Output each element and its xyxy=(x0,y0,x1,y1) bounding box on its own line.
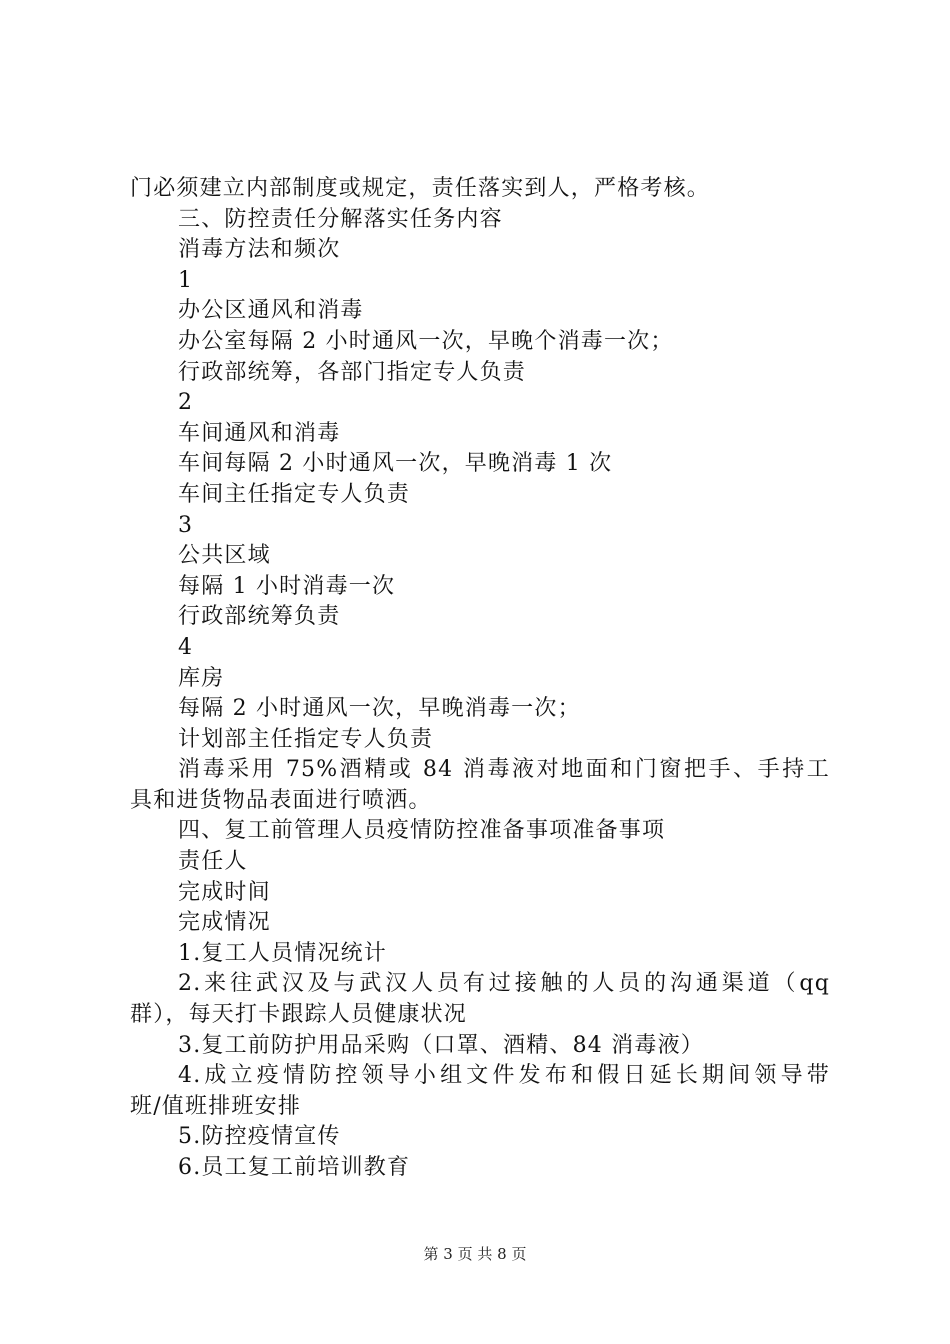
list-item: 4.成立疫情防控领导小组文件发布和假日延长期间领导带 xyxy=(178,1063,830,1089)
section-heading-3: 三、防控责任分解落实任务内容 xyxy=(178,206,503,232)
document-body xyxy=(130,174,830,1184)
list-item-continuation: 群），每天打卡跟踪人员健康状况 xyxy=(130,1002,468,1028)
table-cell-number: 1 xyxy=(178,267,194,293)
table-cell-item: 车间通风和消毒 xyxy=(178,420,341,446)
table-cell-method: 办公室每隔 2 小时通风一次，早晚个消毒一次； xyxy=(178,328,674,354)
table-cell-method: 每隔 1 小时消毒一次 xyxy=(178,573,396,599)
table-cell-responsible: 行政部统筹负责 xyxy=(178,604,341,630)
table-cell-method: 每隔 2 小时通风一次，早晚消毒一次； xyxy=(178,696,581,722)
paragraph-line: 门必须建立内部制度或规定，责任落实到人，严格考核。 xyxy=(130,176,711,201)
table-cell-item: 公共区域 xyxy=(178,543,271,569)
list-item: 2.来往武汉及与武汉人员有过接触的人员的沟通渠道（qq xyxy=(178,971,830,997)
list-item: 3.复工前防护用品采购（口罩、酒精、84 消毒液） xyxy=(178,1032,704,1058)
table-cell-responsible: 计划部主任指定专人负责 xyxy=(178,726,434,752)
table-header-cell: 完成时间 xyxy=(178,879,271,905)
table-cell-item: 库房 xyxy=(178,665,225,691)
table-cell-responsible: 车间主任指定专人负责 xyxy=(178,481,411,507)
table-cell-number: 3 xyxy=(178,512,194,538)
list-item: 1.复工人员情况统计 xyxy=(178,940,387,966)
page-number-label: 第 3 页 共 8 页 xyxy=(423,1245,527,1263)
list-item-continuation: 班/值班排班安排 xyxy=(130,1093,302,1119)
table-header-cell: 责任人 xyxy=(178,849,248,875)
table-cell-number: 2 xyxy=(178,390,194,416)
paragraph-line: 消毒采用 75%酒精或 84 消毒液对地面和门窗把手、手持工 xyxy=(178,757,830,783)
section-heading-4: 四、复工前管理人员疫情防控准备事项准备事项 xyxy=(178,818,666,844)
table-cell-number: 4 xyxy=(178,634,194,660)
page-footer xyxy=(0,1244,950,1264)
paragraph-line: 具和进货物品表面进行喷洒。 xyxy=(130,787,432,813)
table-cell-method: 车间每隔 2 小时通风一次，早晚消毒 1 次 xyxy=(178,451,613,477)
list-item: 5.防控疫情宣传 xyxy=(178,1124,341,1150)
list-item: 6.员工复工前培训教育 xyxy=(178,1155,411,1180)
table-cell-responsible: 行政部统筹，各部门指定专人负责 xyxy=(178,359,527,385)
table-header-cell: 完成情况 xyxy=(178,910,271,936)
table-header-cell: 消毒方法和频次 xyxy=(178,237,341,263)
table-cell-item: 办公区通风和消毒 xyxy=(178,298,364,324)
